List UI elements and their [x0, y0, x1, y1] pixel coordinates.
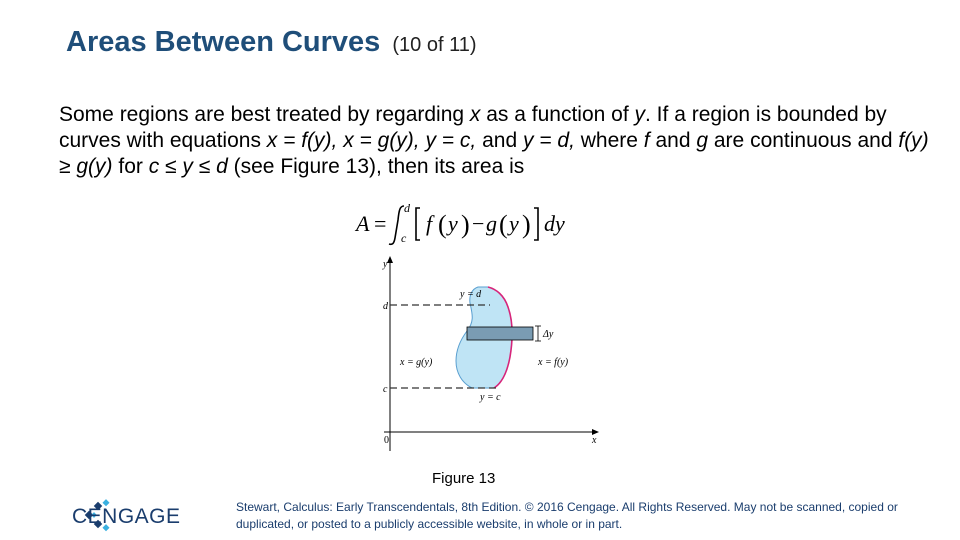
paren-open: ( — [499, 210, 508, 239]
area-formula — [354, 198, 594, 248]
text-run: where — [574, 129, 644, 152]
math-expression: c ≤ y ≤ d — [148, 155, 228, 178]
text-run: and — [649, 129, 697, 152]
formula-y1: y — [448, 211, 458, 236]
formula-y2: y — [509, 211, 519, 236]
tick-label-d: d — [383, 301, 388, 312]
formula-equals: = — [374, 211, 387, 236]
integral-lower: c — [401, 231, 407, 245]
axis-label-x: x — [592, 435, 597, 446]
label-y-equals-c: y = c — [480, 392, 501, 403]
cengage-logo-text: CENGAGE — [72, 505, 181, 528]
text-run: and — [476, 129, 523, 152]
text-run: Some regions are best treated by regarding — [59, 103, 470, 126]
integral-upper: d — [404, 201, 410, 215]
text-run: are continuous and — [708, 129, 899, 152]
text-run: . If a region is bounded by curves with equations — [59, 103, 887, 152]
math-expression: f(y) ≥ g(y) — [59, 129, 929, 178]
paren-open: ( — [438, 210, 447, 239]
slide-title — [66, 26, 477, 59]
formula-lhs: A — [356, 211, 370, 236]
figure-13 — [372, 255, 604, 455]
text-run: (see Figure 13), then its area is — [227, 155, 525, 178]
bracket-right — [534, 208, 538, 240]
copyright-notice: Stewart, Calculus: Early Transcendentals, 8th Edition. © 2016 Cengage. All Rights Reserved. May not be scanned, copied or duplicated, or posted to a publicly accessible website, in whole or in part. — [236, 500, 898, 531]
strip-delta-y — [467, 327, 533, 340]
math-var: g — [696, 129, 709, 152]
text-run: for — [112, 155, 149, 178]
axis-label-y: y — [383, 259, 388, 270]
label-delta-y: Δy — [543, 329, 554, 340]
formula-g: g — [486, 211, 497, 236]
formula-f: f — [426, 211, 433, 236]
text-run: as a function of — [480, 103, 635, 126]
title-main: Areas Between Curves — [66, 26, 381, 58]
title-subtitle: (10 of 11) — [392, 34, 477, 56]
label-g-of-y: x = g(y) — [400, 357, 433, 368]
math-var: x — [469, 103, 481, 126]
formula-minus: − — [472, 211, 485, 236]
math-expression: x = f(y), x = g(y), y = c, — [266, 129, 477, 152]
label-f-of-y: x = f(y) — [538, 357, 569, 368]
label-y-equals-d: y = d — [460, 289, 482, 300]
paren-close: ) — [461, 210, 470, 239]
tick-label-c: c — [383, 384, 388, 395]
math-var: f — [643, 129, 650, 152]
body-paragraph — [59, 102, 929, 180]
math-expression: y = d, — [522, 129, 575, 152]
figure-caption: Figure 13 — [432, 470, 496, 487]
math-var: y — [634, 103, 646, 126]
paren-close: ) — [522, 210, 531, 239]
formula-dy: dy — [544, 211, 565, 236]
origin-label: 0 — [384, 435, 389, 446]
bracket-left — [416, 208, 420, 240]
